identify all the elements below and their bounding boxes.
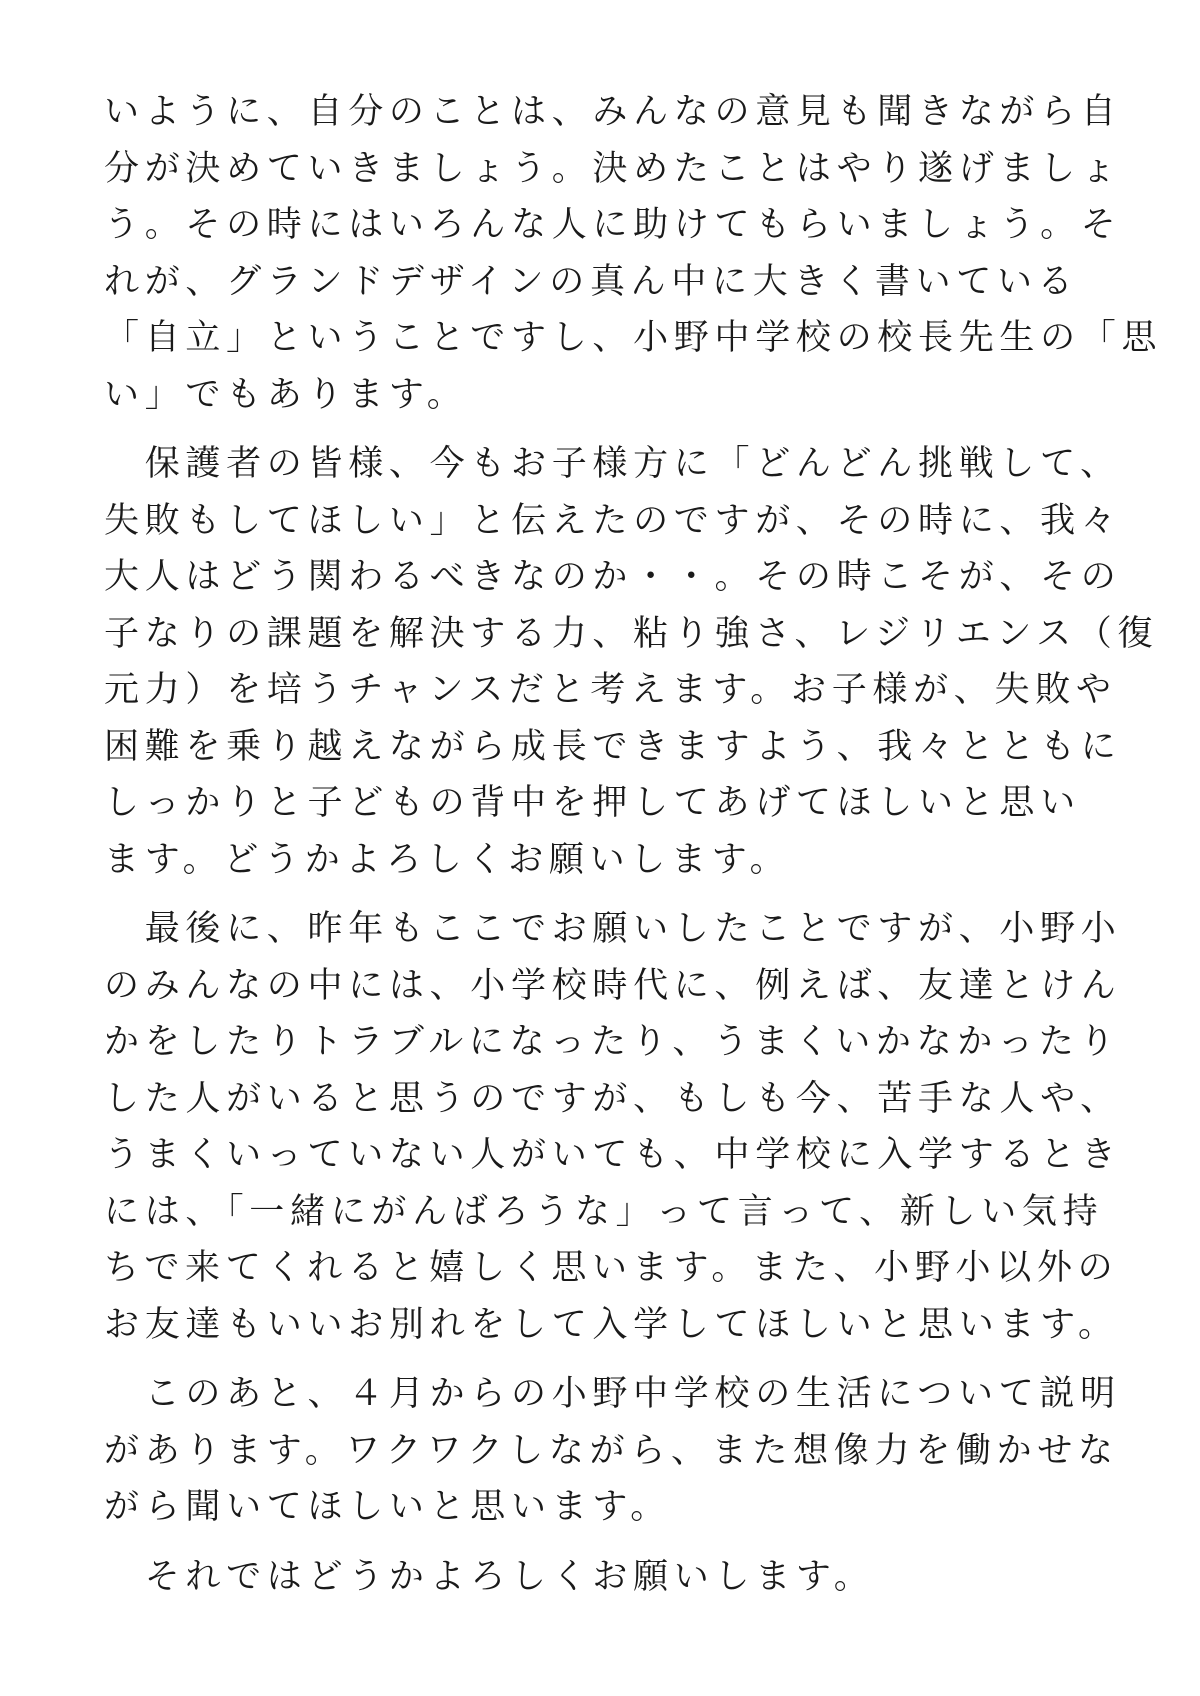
text-line: しっかりと子どもの背中を押してあげてほしいと思い (104, 783, 1081, 823)
text-line: 保護者の皆様、今もお子様方に「どんどん挑戦して、 (104, 444, 1121, 484)
text-line: がら聞いてほしいと思います。 (104, 1487, 672, 1527)
paragraph-1 (104, 84, 1163, 423)
text-line: 分が決めていきましょう。決めたことはやり遂げましょ (104, 148, 1122, 189)
paragraph-2 (104, 436, 1159, 888)
text-line: のみんなの中には、小学校時代に、例えば、友達とけん (104, 965, 1122, 1006)
text-line: かをしたりトラブルになったり、うまくいかなかったり (104, 1022, 1121, 1062)
text-line: には、「一緒にがんばろうな」って言って、新しい気持 (104, 1191, 1104, 1232)
text-line: いように、自分のことは、みんなの意見も聞きながら自 (104, 92, 1122, 132)
text-line: 困難を乗り越えながら成長できますよう、我々とともに (104, 726, 1122, 767)
document-body (104, 84, 1163, 1618)
text-line: れが、グランドデザインの真ん中に大きく書いている (104, 261, 1079, 302)
text-line: それではどうかよろしくお願いします。 (104, 1556, 875, 1597)
text-line: い」でもあります。 (104, 374, 468, 415)
text-line: う。その時にはいろんな人に助けてもらいましょう。そ (104, 205, 1122, 245)
text-line: があります。ワクワクしながら、また想像力を働かせな (104, 1430, 1119, 1471)
text-line: 「自立」ということですし、小野中学校の校長先生の「思 (104, 318, 1163, 358)
text-line: ちで来てくれると嬉しく思います。また、小野小以外の (104, 1248, 1119, 1288)
text-line: ます。どうかよろしくお願いします。 (104, 839, 791, 880)
text-line: お友達もいいお別れをして入学してほしいと思います。 (104, 1304, 1119, 1345)
text-line: 子なりの課題を解決する力、粘り強さ、レジリエンス（復 (104, 613, 1159, 654)
text-line: 元力）を培うチャンスだと考えます。お子様が、失敗や (104, 670, 1117, 710)
paragraph-3 (104, 901, 1122, 1353)
text-line: うまくいっていない人がいても、中学校に入学するとき (104, 1135, 1122, 1175)
text-line: このあと、４月からの小野中学校の生活について説明 (104, 1374, 1121, 1414)
text-line: 大人はどう関わるべきなのか・・。その時こそが、その (104, 557, 1122, 597)
paragraph-4 (104, 1366, 1121, 1536)
text-line: した人がいると思うのですが、もしも今、苦手な人や、 (104, 1078, 1121, 1119)
paragraph-5 (104, 1549, 1104, 1606)
text-line: 失敗もしてほしい」と伝えたのですが、その時に、我々 (104, 500, 1122, 541)
text-line: 最後に、昨年もここでお願いしたことですが、小野小 (104, 909, 1122, 949)
